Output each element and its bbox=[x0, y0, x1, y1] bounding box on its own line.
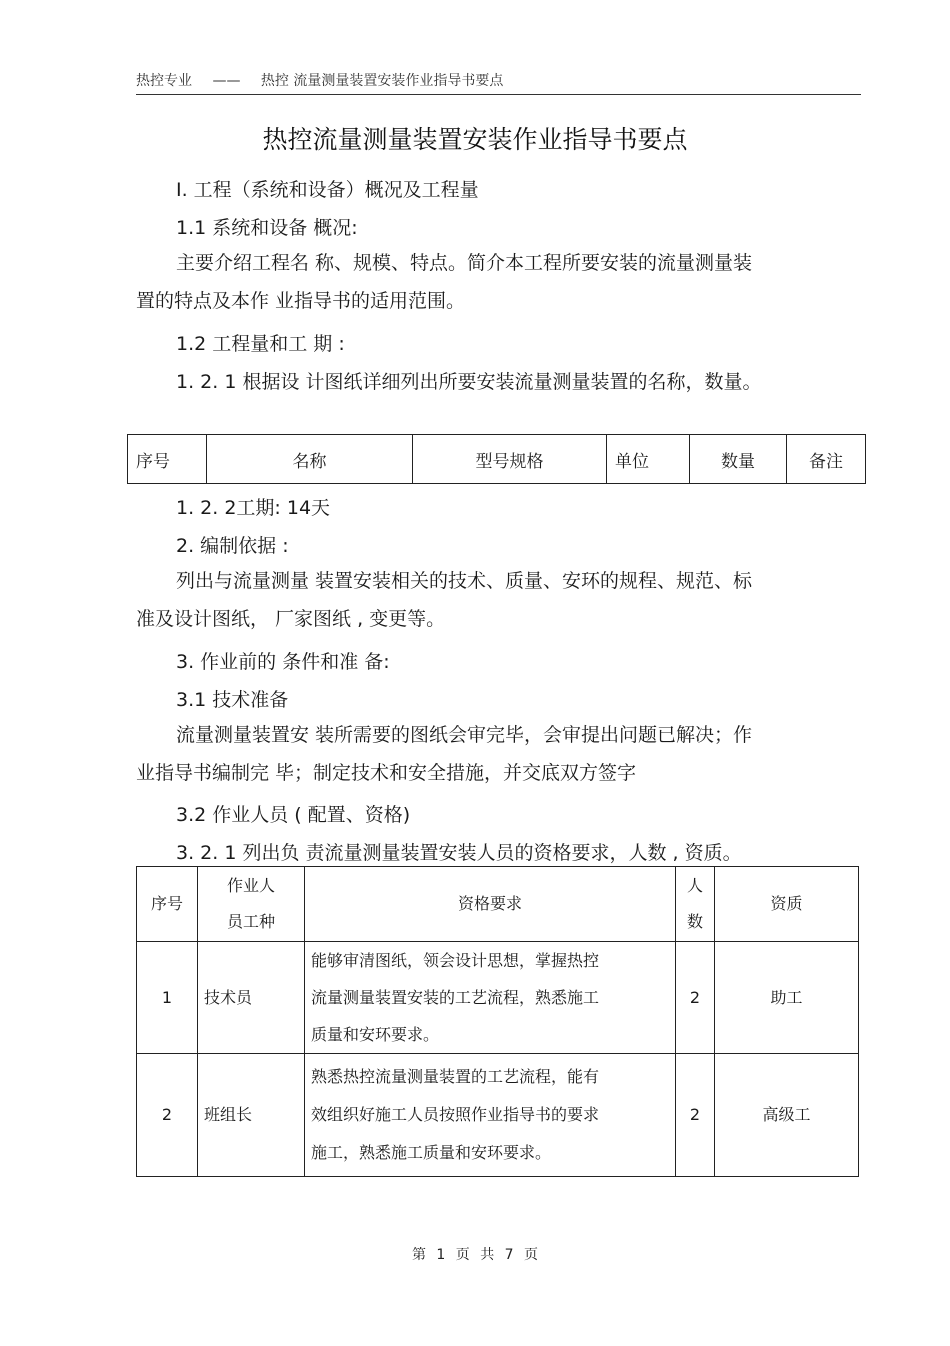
paragraph-line: 列出与流量测量 装置安装相关的技术、质量、安环的规程、规范、标 bbox=[176, 570, 753, 592]
header-dash: —— bbox=[212, 73, 241, 89]
table-header-cell: 单位 bbox=[607, 435, 690, 484]
page-header bbox=[136, 70, 861, 95]
table-cell bbox=[305, 942, 676, 1054]
table-cell: 高级工 bbox=[715, 1054, 859, 1177]
document-title: 热控流量测量装置安装作业指导书要点 bbox=[262, 125, 688, 154]
table-header-cell: 资格要求 bbox=[305, 867, 676, 942]
paragraph-line: 3. 2. 1 列出负 责流量测量装置安装人员的资格要求，人数 , 资质。 bbox=[176, 842, 742, 864]
paragraph-line: 流量测量装置安 装所需要的图纸会审完毕，会审提出问题已解决；作 bbox=[176, 724, 753, 746]
cell-line: 施工，熟悉施工质量和安环要求。 bbox=[311, 1143, 552, 1162]
table-header-cell bbox=[676, 867, 715, 942]
table-cell: 2 bbox=[137, 1054, 198, 1177]
table-header-cell: 序号 bbox=[137, 867, 198, 942]
table-cell: 1 bbox=[137, 942, 198, 1054]
header-department: 热控专业 bbox=[136, 73, 192, 89]
section-1-1-heading: 1.1 系统和设备 概况: bbox=[176, 217, 358, 239]
section-2-heading: 2. 编制依据 : bbox=[176, 535, 289, 557]
personnel-table bbox=[136, 866, 859, 1177]
table-cell: 班组长 bbox=[198, 1054, 305, 1177]
header-doc-title: 热控 流量测量装置安装作业指导书要点 bbox=[260, 73, 504, 89]
section-1-2-heading: 1.2 工程量和工 期 : bbox=[176, 333, 345, 355]
section-3-2-heading: 3.2 作业人员 ( 配置、资格) bbox=[176, 804, 411, 826]
table-cell: 助工 bbox=[715, 942, 859, 1054]
paragraph-line: 准及设计图纸， 厂家图纸 , 变更等。 bbox=[136, 608, 446, 630]
table-cell: 2 bbox=[676, 1054, 715, 1177]
section-1-heading: I. 工程（系统和设备）概况及工程量 bbox=[176, 179, 479, 201]
cell-line: 效组织好施工人员按照作业指导书的要求 bbox=[311, 1105, 600, 1124]
table-header-cell: 数量 bbox=[690, 435, 787, 484]
table-row bbox=[137, 942, 859, 1054]
paragraph-line: 置的特点及本作 业指导书的适用范围。 bbox=[136, 290, 466, 312]
header-line: 员工种 bbox=[226, 912, 275, 931]
paragraph-line: 业指导书编制完 毕；制定技术和安全措施，并交底双方签字 bbox=[136, 762, 637, 784]
equipment-table bbox=[127, 434, 866, 484]
header-line: 人 bbox=[686, 876, 703, 895]
cell-line: 能够审清图纸，领会设计思想，掌握热控 bbox=[311, 951, 600, 970]
table-header-cell: 型号规格 bbox=[413, 435, 607, 484]
page-footer: 第 1 页 共 7 页 bbox=[411, 1247, 539, 1263]
table-header-cell: 序号 bbox=[128, 435, 207, 484]
cell-line: 熟悉热控流量测量装置的工艺流程，能有 bbox=[311, 1067, 600, 1086]
header-line: 作业人 bbox=[226, 876, 275, 895]
paragraph-line: 主要介绍工程名 称、规模、特点。简介本工程所要安装的流量测量装 bbox=[176, 252, 753, 274]
paragraph-line: 1. 2. 2工期: 14天 bbox=[176, 497, 331, 519]
section-3-heading: 3. 作业前的 条件和准 备: bbox=[176, 651, 390, 673]
cell-line: 质量和安环要求。 bbox=[311, 1025, 440, 1044]
table-row bbox=[137, 1054, 859, 1177]
cell-line: 流量测量装置安装的工艺流程，熟悉施工 bbox=[311, 988, 600, 1007]
paragraph-line: 1. 2. 1 根据设 计图纸详细列出所要安装流量测量装置的名称，数量。 bbox=[176, 371, 762, 393]
table-header-cell: 资质 bbox=[715, 867, 859, 942]
table-header-cell bbox=[198, 867, 305, 942]
table-header-row bbox=[128, 435, 866, 484]
table-header-cell: 名称 bbox=[207, 435, 413, 484]
section-3-1-heading: 3.1 技术准备 bbox=[176, 689, 289, 711]
table-header-row bbox=[137, 867, 859, 942]
table-cell bbox=[305, 1054, 676, 1177]
table-cell: 技术员 bbox=[198, 942, 305, 1054]
table-header-cell: 备注 bbox=[787, 435, 866, 484]
header-line: 数 bbox=[686, 912, 703, 931]
table-cell: 2 bbox=[676, 942, 715, 1054]
